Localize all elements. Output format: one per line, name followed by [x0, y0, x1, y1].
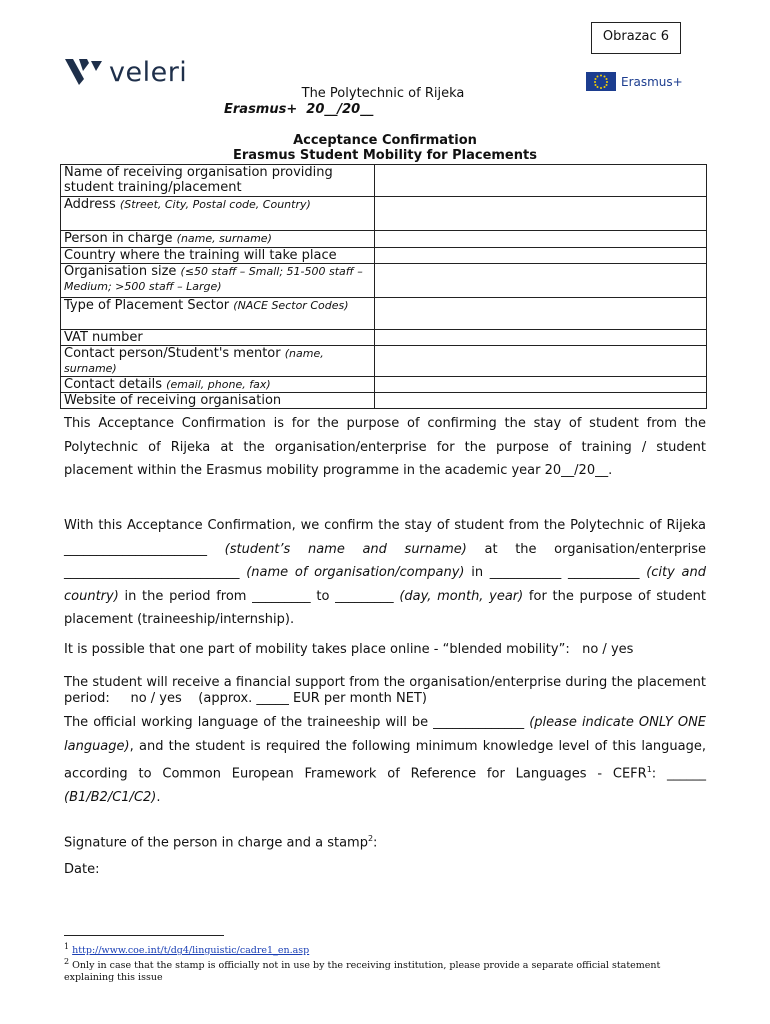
cefr-levels-hint: (B1/B2/C1/C2) [64, 789, 157, 805]
table-row [61, 197, 707, 231]
row-value-field[interactable] [375, 231, 707, 248]
language-text: : ______ [651, 766, 706, 782]
erasmus-logo-text: Erasmus+ [621, 74, 683, 89]
organisation-details-table [60, 164, 707, 409]
footnote-ref: 2 [367, 834, 374, 843]
row-label: Country where the training will take place [64, 248, 337, 263]
language-text: . [156, 789, 161, 805]
footnote-2 [64, 956, 704, 984]
row-value-field[interactable] [375, 346, 707, 377]
confirmation-text: With this Acceptance Confirmation, we confirm the stay of student from the Polytechnic of Rijeka ______________________ [64, 518, 706, 557]
confirmation-text: in ___________ ___________ [471, 565, 640, 580]
signature-label: Signature of the person in charge and a stamp [64, 835, 368, 851]
row-label: Contact person/Student's mentor [64, 346, 281, 361]
row-label: Person in charge [64, 231, 173, 246]
table-row [61, 231, 707, 248]
footnote-ref: 1 [646, 765, 652, 774]
signature-line [64, 831, 706, 851]
veleri-logo [65, 55, 187, 89]
table-row [61, 248, 707, 264]
table-row [61, 377, 707, 393]
row-value-field[interactable] [375, 165, 707, 197]
footnote-number: 2 [64, 957, 70, 966]
row-hint: (name, surname) [176, 232, 272, 245]
confirmation-paragraph [64, 514, 706, 632]
organisation-name-hint: (name of organisation/company) [246, 565, 465, 580]
cefr-link[interactable]: http://www.coe.int/t/dg4/linguistic/cadre1_en.asp [72, 945, 310, 957]
row-value-field[interactable] [375, 298, 707, 330]
veleri-logo-icon [65, 57, 103, 87]
row-value-field[interactable] [375, 264, 707, 298]
date-format-hint: (day, month, year) [399, 588, 524, 604]
language-hint: (please indicate ONLY ONE language) [64, 715, 707, 754]
date-label: Date: [64, 862, 100, 877]
institution-name: The Polytechnic of Rijeka [301, 86, 465, 101]
document-subtitle: Erasmus Student Mobility for Placements [233, 148, 537, 163]
row-value-field[interactable] [375, 248, 707, 264]
student-name-hint: (student’s name and surname) [224, 541, 467, 557]
table-row [61, 264, 707, 298]
row-hint: (Street, City, Postal code, Country) [119, 198, 311, 211]
document-title: Acceptance Confirmation [293, 133, 477, 148]
row-label: VAT number [64, 330, 143, 345]
row-hint: (email, phone, fax) [166, 378, 271, 391]
veleri-logo-text: veleri [109, 56, 188, 88]
row-hint: (NACE Sector Codes) [233, 299, 349, 312]
form-number-box [591, 22, 681, 54]
row-hint: (≤50 staff – Small; 51-500 staff – Medium; >500 staff – Large) [64, 265, 363, 293]
confirmation-text: for the purpose of student placement (traineeship/internship). [64, 588, 706, 627]
table-row [61, 298, 707, 330]
row-label: Type of Placement Sector [64, 298, 230, 313]
row-label: Name of receiving organisation providing student training/placement [64, 165, 333, 195]
row-label: Address [64, 197, 116, 212]
confirmation-text: at the organisation/enterprise ___________________________ [64, 541, 706, 580]
city-country-hint: (city and country) [64, 565, 706, 604]
form-number-label: Obrazac 6 [602, 29, 670, 44]
table-row [61, 346, 707, 377]
row-value-field[interactable] [375, 330, 707, 346]
language-paragraph [64, 711, 706, 809]
row-value-field[interactable] [375, 377, 707, 393]
confirmation-text: in the period from _________ to _________ [124, 588, 394, 604]
row-label: Contact details [64, 377, 163, 392]
row-value-field[interactable] [375, 197, 707, 231]
table-row [61, 330, 707, 346]
financial-support-paragraph: The student will receive a financial support from the organisation/enterprise during the placement period: no / yes (approx. _____ EUR per month NET) [64, 675, 711, 706]
footnote-1 [64, 941, 704, 957]
language-text: The official working language of the traineeship will be ______________ [64, 715, 525, 730]
language-text: , and the student is required the following minimum knowledge level of this language, according to Common European Framework of Reference for Languages - CEFR [64, 738, 706, 782]
row-hint: (name, surname) [64, 347, 324, 375]
footnote-number: 1 [64, 942, 70, 951]
row-label: Organisation size [64, 264, 177, 279]
footnote-divider [64, 935, 224, 936]
table-row [61, 165, 707, 197]
purpose-paragraph: This Acceptance Confirmation is for the purpose of confirming the stay of student from the Polytechnic of Rijeka at the organisation/enterprise for the purpose of training / student placement within the Erasmus mobility programme in the academic year 20__/20__. [64, 416, 706, 478]
footnote-text: Only in case that the stamp is officially not in use by the receiving institution, please provide a separate official statement explaining this issue [64, 960, 661, 984]
signature-colon: : [373, 835, 378, 851]
blended-mobility-line: It is possible that one part of mobility takes place online - “blended mobility”: no / yes [64, 642, 634, 657]
program-year-line: Erasmus+ 20__/20__ [224, 102, 374, 117]
table-row [61, 393, 707, 409]
row-label: Website of receiving organisation [64, 393, 282, 408]
row-value-field[interactable] [375, 393, 707, 409]
